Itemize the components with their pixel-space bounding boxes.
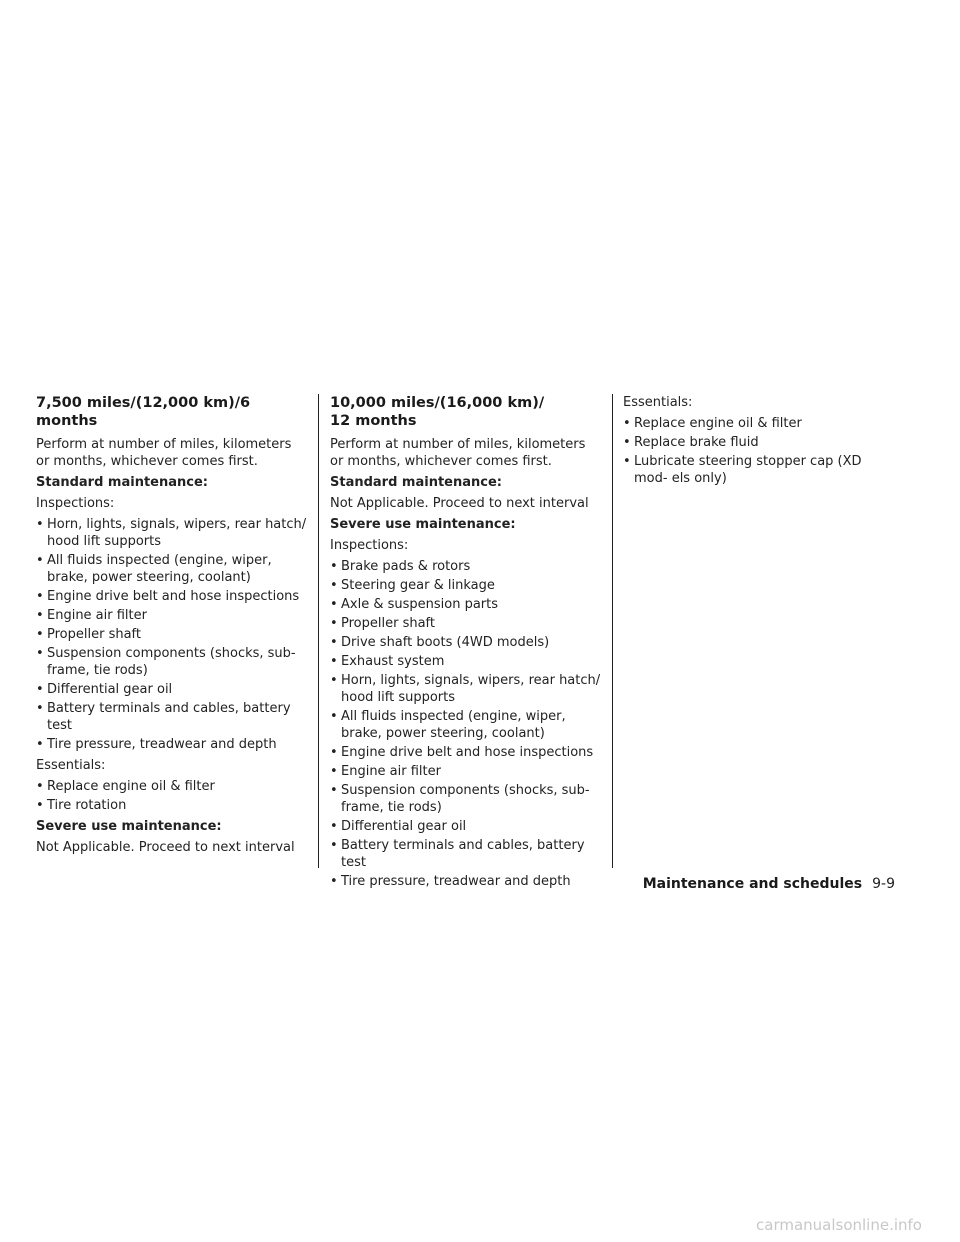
list-item: • All fluids inspected (engine, wiper, brake, power steering, coolant)	[330, 708, 602, 742]
essentials-list	[36, 778, 308, 814]
column-divider	[612, 394, 613, 868]
standard-maintenance-label: Standard maintenance:	[330, 475, 502, 490]
list-item: • Tire pressure, treadwear and depth	[330, 873, 602, 890]
list-item: • Replace brake fluid	[623, 434, 895, 451]
inspections-label: Inspections:	[330, 538, 409, 553]
essentials-list	[623, 415, 895, 487]
section-heading	[330, 394, 602, 430]
essentials-label: Essentials:	[36, 758, 106, 773]
standard-maintenance-text: Not Applicable. Proceed to next interval	[330, 496, 589, 511]
list-item: • Tire pressure, treadwear and depth	[36, 736, 308, 753]
list-item: • Replace engine oil & filter	[36, 778, 308, 795]
list-item: • Engine air filter	[36, 607, 308, 624]
column-10000-miles	[330, 394, 602, 894]
list-item: • Differential gear oil	[330, 818, 602, 835]
list-item: • Engine air filter	[330, 763, 602, 780]
list-item: • Horn, lights, signals, wipers, rear hatch/ hood lift supports	[36, 516, 308, 550]
list-item: • Axle & suspension parts	[330, 596, 602, 613]
list-item: • Exhaust system	[330, 653, 602, 670]
severe-maintenance-text: Not Applicable. Proceed to next interval	[36, 840, 295, 855]
list-item: • All fluids inspected (engine, wiper, brake, power steering, coolant)	[36, 552, 308, 586]
list-item: • Suspension components (shocks, sub- frame, tie rods)	[330, 782, 602, 816]
list-item: • Replace engine oil & filter	[623, 415, 895, 432]
list-item: • Engine drive belt and hose inspections	[36, 588, 308, 605]
list-item: • Battery terminals and cables, battery test	[36, 700, 308, 734]
page-number: 9-9	[872, 876, 895, 892]
list-item: • Horn, lights, signals, wipers, rear hatch/ hood lift supports	[330, 672, 602, 706]
page-footer	[640, 876, 895, 892]
section-title: Maintenance and schedules	[642, 876, 863, 892]
severe-maintenance-label: Severe use maintenance:	[330, 517, 516, 532]
list-item: • Drive shaft boots (4WD models)	[330, 634, 602, 651]
list-item: • Propeller shaft	[36, 626, 308, 643]
heading-line: 12 months	[330, 413, 417, 429]
list-item: • Battery terminals and cables, battery test	[330, 837, 602, 871]
inspections-list	[330, 558, 602, 890]
column-10000-miles-continued	[623, 394, 895, 491]
list-item: • Suspension components (shocks, sub- frame, tie rods)	[36, 645, 308, 679]
list-item: • Tire rotation	[36, 797, 308, 814]
column-7500-miles	[36, 394, 308, 860]
section-heading: 7,500 miles/(12,000 km)/6 months	[36, 395, 251, 429]
severe-maintenance-label: Severe use maintenance:	[36, 819, 222, 834]
list-item: • Steering gear & linkage	[330, 577, 602, 594]
list-item: • Engine drive belt and hose inspections	[330, 744, 602, 761]
watermark: carmanualsonline.info	[756, 1216, 922, 1234]
intro-text: Perform at number of miles, kilometers or months, whichever comes first.	[330, 437, 586, 469]
list-item: • Differential gear oil	[36, 681, 308, 698]
intro-text: Perform at number of miles, kilometers or months, whichever comes first.	[36, 437, 292, 469]
list-item: • Lubricate steering stopper cap (XD mod- els only)	[623, 453, 895, 487]
heading-line: 10,000 miles/(16,000 km)/	[330, 395, 545, 411]
list-item: • Propeller shaft	[330, 615, 602, 632]
column-divider	[318, 394, 319, 868]
standard-maintenance-label: Standard maintenance:	[36, 475, 208, 490]
list-item: • Brake pads & rotors	[330, 558, 602, 575]
inspections-list	[36, 516, 308, 753]
essentials-label: Essentials:	[623, 395, 693, 410]
inspections-label: Inspections:	[36, 496, 115, 511]
